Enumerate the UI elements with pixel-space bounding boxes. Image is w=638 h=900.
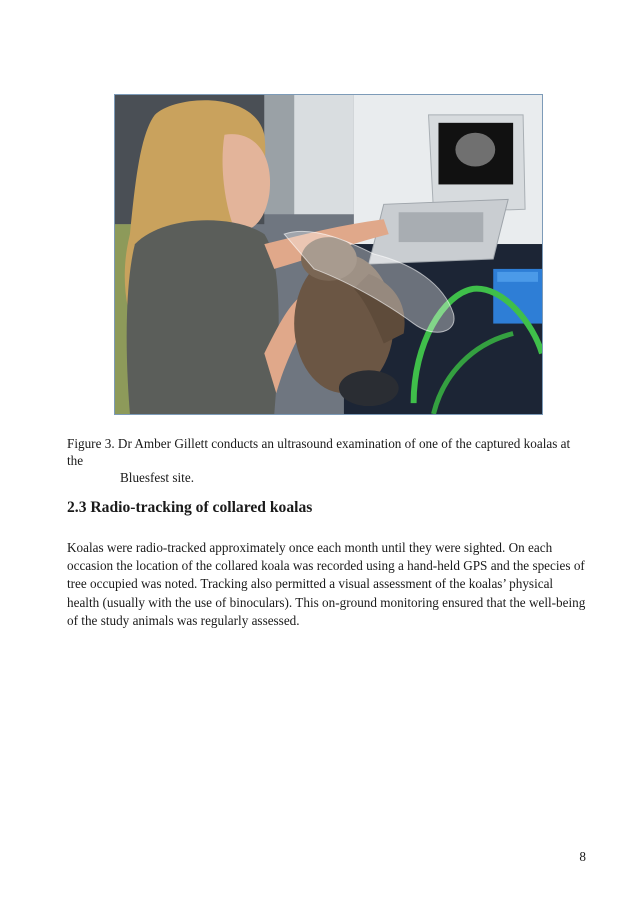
caption-line-1: Figure 3. Dr Amber Gillett conducts an ultrasound examination of one of the captured koalas at the	[67, 436, 571, 468]
caption-line-2: Bluesfest site.	[120, 470, 194, 485]
figure-caption	[67, 435, 587, 486]
figure-photo	[114, 94, 543, 415]
ultrasound-koala-photo	[115, 95, 542, 414]
section-heading: 2.3 Radio-tracking of collared koalas	[67, 499, 313, 516]
page-number: 8	[579, 849, 586, 864]
body-paragraph: Koalas were radio-tracked approximately once each month until they were sighted. On each occasion the location of the collared koala was recorded using a hand-held GPS and the species of tree occupied was noted. Tracking also permitted a visual assessment of the koalas’ physical health (usually with the use of binoculars). This on-ground monitoring ensured that the well-being of the study animals was regularly assessed.	[67, 540, 586, 628]
